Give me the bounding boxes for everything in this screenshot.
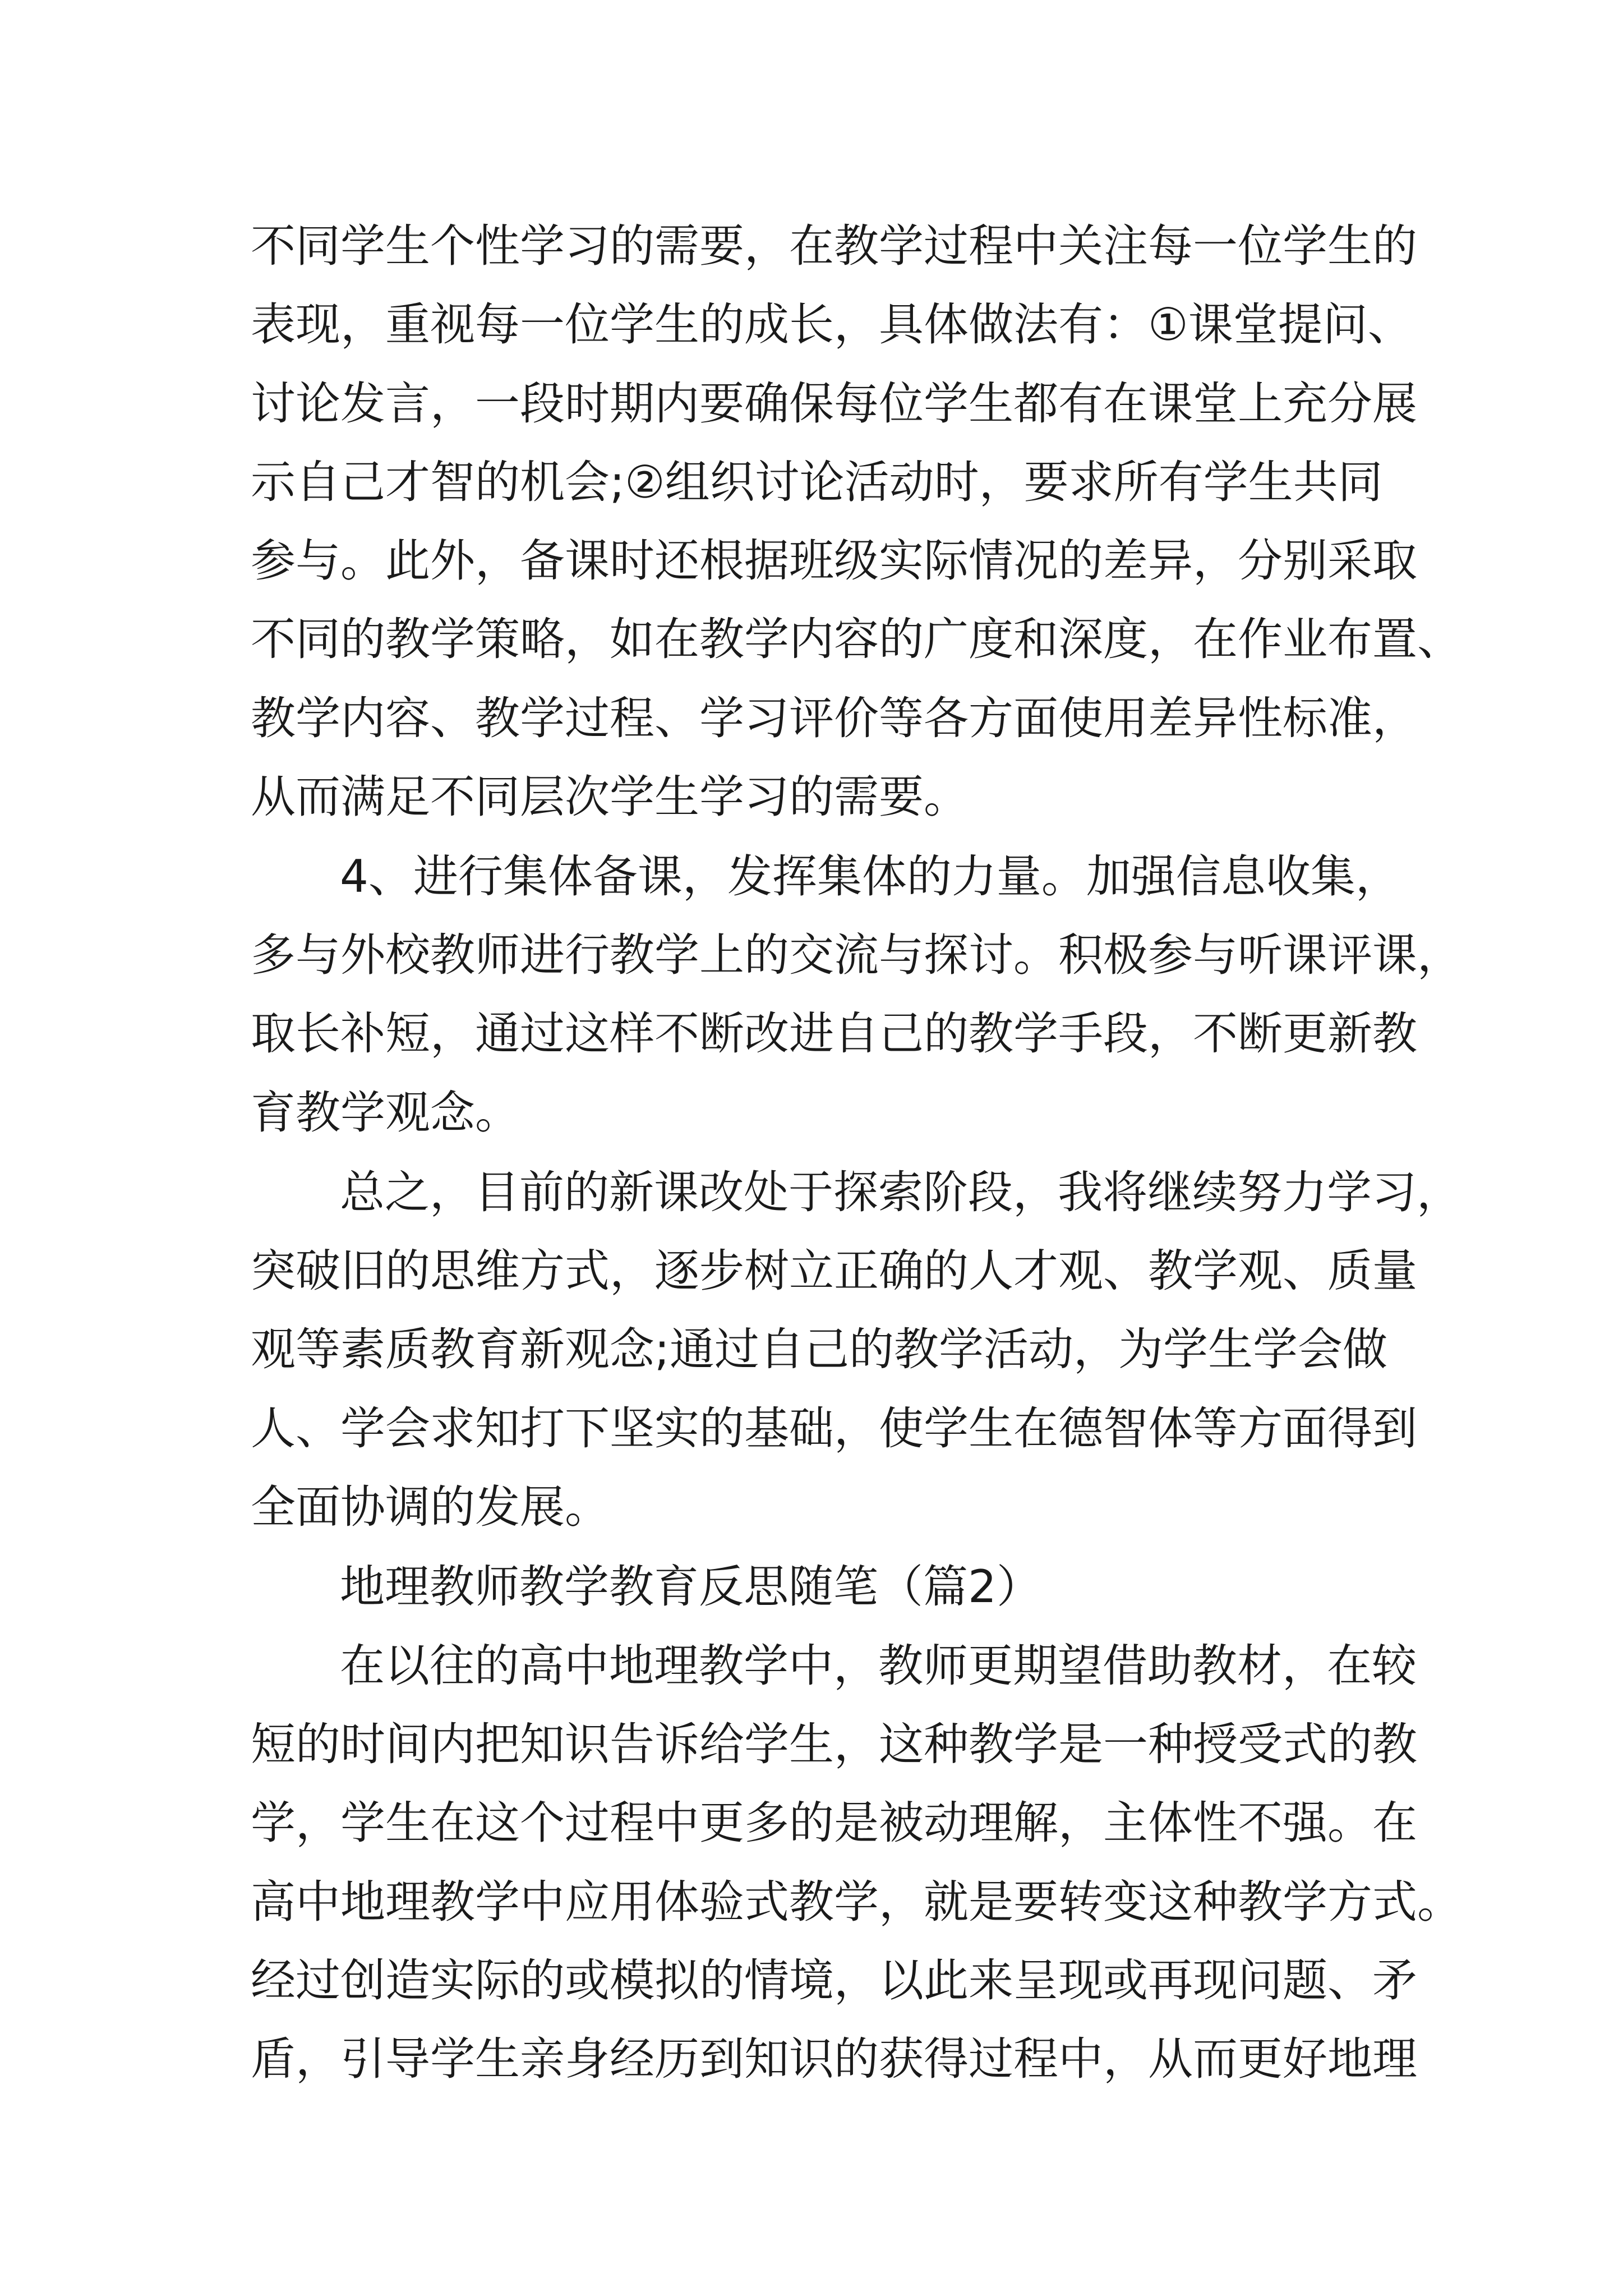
- line-text: 参与。此外，备课时还根据班级实际情况的差异，分别采取: [251, 535, 1417, 587]
- body-text-line: [0, 995, 1623, 1073]
- line-text: 总之，目前的新课改处于探索阶段，我将继续努力学习，: [340, 1166, 1461, 1218]
- body-text-line: [0, 1784, 1623, 1862]
- line-text: 多与外校教师进行教学上的交流与探讨。积极参与听课评课，: [251, 929, 1462, 981]
- line-text: 示自己才智的机会;②组织讨论活动时，要求所有学生共同: [251, 456, 1383, 508]
- body-text-line: [0, 1863, 1623, 1941]
- body-text-line: [0, 1074, 1623, 1152]
- body-text-line: [0, 1389, 1623, 1468]
- paragraph-first-line: [0, 838, 1623, 916]
- line-text: 4、进行集体备课，发挥集体的力量。加强信息收集，: [340, 850, 1400, 903]
- body-text-line: [0, 1468, 1623, 1547]
- line-text: 教学内容、教学过程、学习评价等各方面使用差异性标准，: [251, 692, 1417, 744]
- line-text: 高中地理教学中应用体验式教学，就是要转变这种教学方式。: [251, 1876, 1462, 1928]
- line-text: 突破旧的思维方式，逐步树立正确的人才观、教学观、质量: [251, 1245, 1417, 1297]
- body-text-line: [0, 1941, 1623, 2020]
- body-text-line: [0, 679, 1623, 758]
- body-text-line: [0, 1310, 1623, 1389]
- line-text: 学，学生在这个过程中更多的是被动理解，主体性不强。在: [251, 1797, 1417, 1849]
- line-text: 短的时间内把知识告诉给学生，这种教学是一种授受式的教: [251, 1718, 1417, 1770]
- line-text: 盾，引导学生亲身经历到知识的获得过程中，从而更好地理: [251, 2033, 1417, 2085]
- body-text-line: [0, 522, 1623, 600]
- section-heading: [0, 1548, 1623, 1626]
- line-text: 观等素质教育新观念;通过自己的教学活动，为学生学会做: [251, 1323, 1387, 1375]
- body-text-line: [0, 2020, 1623, 2099]
- line-text: 讨论发言，一段时期内要确保每位学生都有在课堂上充分展: [251, 378, 1417, 430]
- body-text-line: [0, 286, 1623, 364]
- body-text-line: [0, 916, 1623, 995]
- body-text-line: [0, 207, 1623, 286]
- body-text-line: [0, 1705, 1623, 1784]
- body-text-line: [0, 600, 1623, 679]
- line-text: 表现，重视每一位学生的成长，具体做法有：①课堂提问、: [251, 298, 1413, 351]
- body-text-line: [0, 365, 1623, 443]
- paragraph-first-line: [0, 1627, 1623, 1705]
- line-text: 全面协调的发展。: [251, 1481, 610, 1533]
- line-text: 不同的教学策略，如在教学内容的广度和深度，在作业布置、: [251, 613, 1462, 665]
- heading-text: 地理教师教学教育反思随笔（篇2）: [340, 1561, 1041, 1613]
- paragraph-first-line: [0, 1153, 1623, 1232]
- line-text: 育教学观念。: [251, 1087, 520, 1139]
- body-text-line: [0, 443, 1623, 522]
- body-text-line: [0, 1232, 1623, 1310]
- body-text-line: [0, 758, 1623, 836]
- line-text: 人、学会求知打下坚实的基础，使学生在德智体等方面得到: [251, 1402, 1417, 1455]
- line-text: 经过创造实际的或模拟的情境，以此来呈现或再现问题、矛: [251, 1954, 1417, 2007]
- line-text: 取长补短，通过这样不断改进自己的教学手段，不断更新教: [251, 1007, 1417, 1060]
- line-text: 在以往的高中地理教学中，教师更期望借助教材，在较: [340, 1640, 1417, 1692]
- line-text: 从而满足不同层次学生学习的需要。: [251, 771, 969, 823]
- line-text: 不同学生个性学习的需要，在教学过程中关注每一位学生的: [251, 220, 1417, 272]
